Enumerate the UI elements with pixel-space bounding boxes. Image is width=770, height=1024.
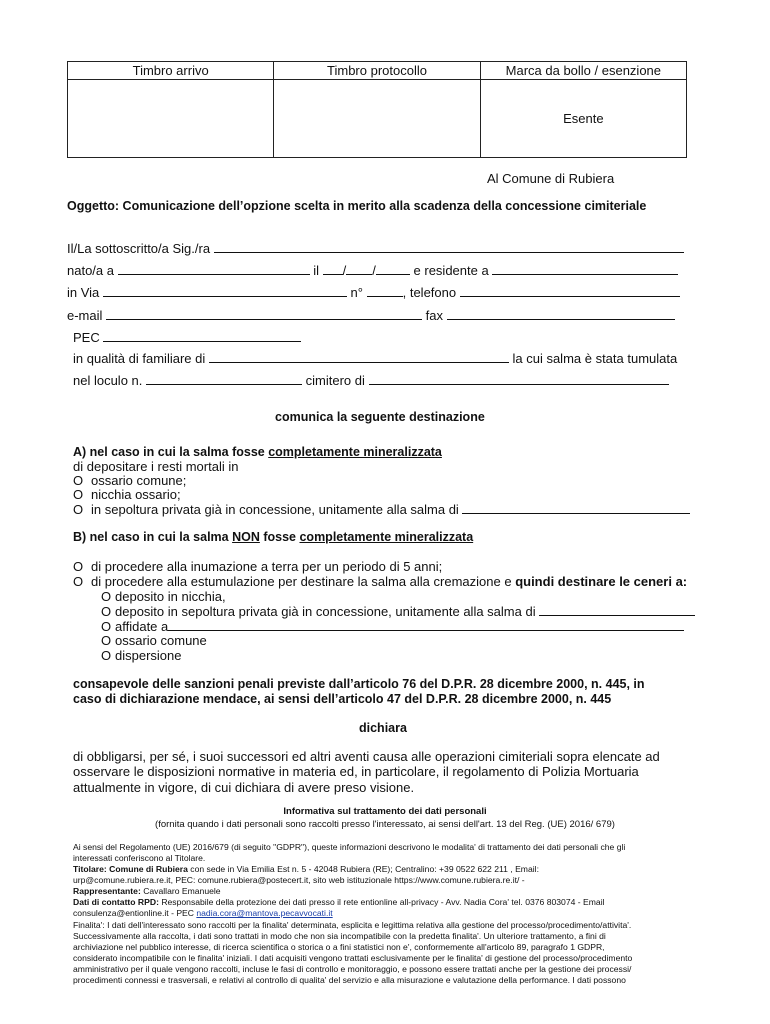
born-label: nato/a a	[67, 263, 114, 278]
stamp-cell-protocol	[274, 80, 480, 158]
privacy-purpose-1: Finalita': I dati dell'interessato sono raccolti per la finalita' determinata, esplicita e legittima relativa alla gestione del processo/procedimento/attivita'.	[73, 920, 632, 930]
privacy-purpose-4: considerato incompatibile con le finalita' iniziali. I dati acquisiti vengono trattati esclusivamente per le finalita' di gestione del processo/procedimento	[73, 953, 633, 963]
privacy-subtitle: (fornita quando i dati personali sono raccolti presso l'interessato, ai sensi dell'art. 13 del Reg. (UE) 2016/ 679)	[155, 819, 615, 830]
communicates-heading: comunica la seguente destinazione	[275, 410, 485, 424]
privacy-intro-2: interessati conferiscono al Titolare.	[73, 853, 206, 863]
loculo-number-field[interactable]	[146, 372, 302, 385]
radio-icon[interactable]: O	[101, 619, 112, 634]
stamp-header-revenue: Marca da bollo / esenzione	[480, 62, 686, 80]
radio-icon[interactable]: O	[73, 559, 84, 574]
street-field[interactable]	[103, 284, 347, 297]
affidate-field[interactable]	[168, 618, 684, 631]
signer-label: Il/La sottoscritto/a Sig./ra	[67, 241, 211, 256]
section-a-salma-field[interactable]	[462, 501, 690, 514]
section-b-sub-sepoltura[interactable]	[101, 603, 695, 619]
option-label: di procedere alla estumulazione per destinare la salma alla cremazione e	[91, 574, 516, 589]
radio-icon[interactable]: O	[101, 604, 112, 619]
stamp-header-arrival: Timbro arrivo	[68, 62, 274, 80]
section-a-option-ossario[interactable]	[73, 473, 186, 488]
awareness-line-1: consapevole delle sanzioni penali previste dall’articolo 76 del D.P.R. 28 dicembre 2000, n. 445, in	[73, 677, 645, 691]
cemetery-label: cimitero di	[305, 373, 365, 388]
radio-icon[interactable]: O	[101, 648, 112, 663]
pec-field[interactable]	[103, 329, 301, 342]
option-label: in sepoltura privata già in concessione, unitamente alla salma di	[91, 502, 459, 517]
section-b-title-underlined: completamente mineralizzata	[299, 530, 474, 544]
section-a-option-sepoltura[interactable]	[73, 501, 690, 517]
pec-line	[73, 329, 301, 345]
declaration-body-3: attualmente in vigore, di cui dichiara di avere preso visione.	[73, 780, 415, 795]
relative-label: in qualità di familiare di	[73, 351, 206, 366]
phone-field[interactable]	[460, 284, 680, 297]
stamp-cell-arrival	[68, 80, 274, 158]
residence-field[interactable]	[492, 262, 678, 275]
section-b-sub-ossario[interactable]	[101, 633, 207, 648]
radio-icon[interactable]: O	[73, 574, 84, 589]
rpd-text: Responsabile della protezione dei dati presso il rete entionline all-privacy - Avv. Nadia Cora' tel. 0376 803074 - Email	[158, 897, 605, 907]
date-separator: /	[342, 263, 347, 278]
option-label: ossario comune;	[91, 473, 187, 488]
privacy-purpose-3: archiviazione nel pubblico interesse, di ricerca scientifica o storica o a fini statistici non e', conformemente all'articolo 89, paragrafo 1 GDPR,	[73, 942, 605, 952]
declaration-body-1: di obbligarsi, per sé, i suoi successori ed altri aventi causa alle operazioni cimiteriali sopra elencate ad	[73, 749, 660, 764]
street-number-field[interactable]	[367, 284, 403, 297]
cemetery-field[interactable]	[369, 372, 669, 385]
birth-month-field[interactable]	[346, 262, 372, 275]
rpd-label: Dati di contatto RPD:	[73, 897, 159, 907]
section-b-title	[73, 530, 473, 544]
section-b-sub-nicchia[interactable]	[101, 589, 226, 604]
stamp-header-protocol: Timbro protocollo	[274, 62, 480, 80]
radio-icon[interactable]: O	[73, 502, 84, 517]
pec-label: PEC	[73, 330, 100, 345]
section-b-option-inumazione[interactable]	[73, 559, 442, 574]
privacy-rpd-2	[73, 908, 333, 918]
email-field[interactable]	[106, 307, 422, 320]
signer-line	[67, 240, 684, 256]
titolare-label: Titolare: Comune di Rubiera	[73, 864, 188, 874]
phone-label: , telefono	[402, 285, 457, 300]
section-b-sub-affidate[interactable]	[101, 618, 684, 634]
section-b-sub-dispersione[interactable]	[101, 648, 182, 663]
fax-field[interactable]	[447, 307, 675, 320]
radio-icon[interactable]: O	[101, 633, 112, 648]
privacy-purpose-6: procedimenti connessi e trasversali, e relativi al controllo di qualita' del servizio e alla misurazione e valutazione della performance. I dati possono	[73, 975, 626, 985]
option-bold-label: quindi destinare le ceneri a:	[515, 574, 688, 589]
section-b-option-estumulazione[interactable]	[73, 574, 687, 589]
fax-label: fax	[425, 308, 443, 323]
section-a-title	[73, 445, 442, 459]
awareness-line-2: caso di dichiarazione mendace, ai sensi dell’articolo 47 del D.P.R. 28 dicembre 2000, n. 445	[73, 692, 612, 706]
birth-day-field[interactable]	[323, 262, 343, 275]
privacy-titolare-2: urp@comune.rubiera.re.it, PEC: comune.rubiera@postecert.it, sito web istituzionale https://www.comune.rubiera.re.it/ -	[73, 875, 525, 885]
option-label: ossario comune	[115, 633, 207, 648]
option-label: deposito in nicchia,	[115, 589, 226, 604]
birth-year-field[interactable]	[376, 262, 410, 275]
loculo-label: nel loculo n.	[73, 373, 143, 388]
privacy-representative	[73, 886, 221, 896]
section-a-title-underlined: completamente mineralizzata	[268, 445, 442, 459]
email-label: e-mail	[67, 308, 103, 323]
relative-line	[73, 350, 677, 366]
radio-icon[interactable]: O	[73, 473, 84, 488]
section-a-title-prefix: A) nel caso in cui la salma fosse	[73, 445, 269, 459]
birth-line	[67, 262, 678, 278]
loculo-line	[73, 372, 669, 388]
representative-label: Rappresentante:	[73, 886, 141, 896]
buried-label: la cui salma è stata tumulata	[512, 351, 678, 366]
stamps-table	[67, 61, 687, 158]
radio-icon[interactable]: O	[101, 589, 112, 604]
rpd-pec-link[interactable]: nadia.cora@mantova.pecavvocati.it	[196, 908, 333, 918]
email-line	[67, 307, 675, 323]
date-separator: /	[372, 263, 376, 278]
birthplace-field[interactable]	[118, 262, 310, 275]
privacy-intro-1: Ai sensi del Regolamento (UE) 2016/679 (di seguito "GDPR"), queste informazioni descrivono le modalita' di trattamento dei dati personali che gli	[73, 842, 626, 852]
privacy-title: Informativa sul trattamento dei dati personali	[283, 806, 487, 817]
privacy-rpd-1	[73, 897, 605, 907]
section-b-salma-field[interactable]	[539, 603, 695, 616]
via-label: in Via	[67, 285, 100, 300]
signer-name-field[interactable]	[214, 240, 684, 253]
number-label: n°	[350, 285, 363, 300]
option-label: nicchia ossario;	[91, 487, 181, 502]
radio-icon[interactable]: O	[73, 487, 84, 502]
declares-heading: dichiara	[359, 721, 407, 735]
declaration-body-2: osservare le disposizioni normative in materia ed, in particolare, il regolamento di Polizia Mortuaria	[73, 764, 639, 779]
option-label: deposito in sepoltura privata già in concessione, unitamente alla salma di	[115, 604, 536, 619]
option-label: di procedere alla inumazione a terra per un periodo di 5 anni;	[91, 559, 443, 574]
recipient: Al Comune di Rubiera	[487, 171, 615, 186]
section-b-title-prefix: B) nel caso in cui la salma	[73, 530, 233, 544]
section-b-title-non: NON	[232, 530, 260, 544]
representative-value: Cavallaro Emanuele	[140, 886, 221, 896]
section-a-intro: di depositare i resti mortali in	[73, 459, 239, 474]
titolare-text: con sede in Via Emilia Est n. 5 - 42048 Rubiera (RE); Centralino: +39 0522 622 211 , Email:	[187, 864, 539, 874]
subject: Oggetto: Comunicazione dell’opzione scelta in merito alla scadenza della concessione cimiteriale	[67, 199, 647, 213]
section-a-option-nicchia[interactable]	[73, 487, 181, 502]
date-label: il	[313, 263, 320, 278]
residence-label: e residente a	[413, 263, 489, 278]
rpd-contact: consulenza@entionline.it - PEC	[73, 908, 197, 918]
privacy-purpose-2: Successivamente alla raccolta, i dati sono trattati in modo che non sia incompatibile con la predetta finalita'. Un ulteriore trattamento, a fini di	[73, 931, 606, 941]
option-label: affidate a	[115, 619, 169, 634]
section-b-title-mid: fosse	[259, 530, 300, 544]
option-label: dispersione	[115, 648, 182, 663]
privacy-purpose-5: amministrativo per il quale vengono raccolti, incluse le fasi di controllo e monitoraggio, e possono essere trattati anche per la gestione dei processi/	[73, 964, 632, 974]
address-line	[67, 284, 680, 300]
stamp-cell-revenue: Esente	[480, 80, 686, 158]
relative-name-field[interactable]	[209, 350, 509, 363]
privacy-titolare-1	[73, 864, 539, 874]
